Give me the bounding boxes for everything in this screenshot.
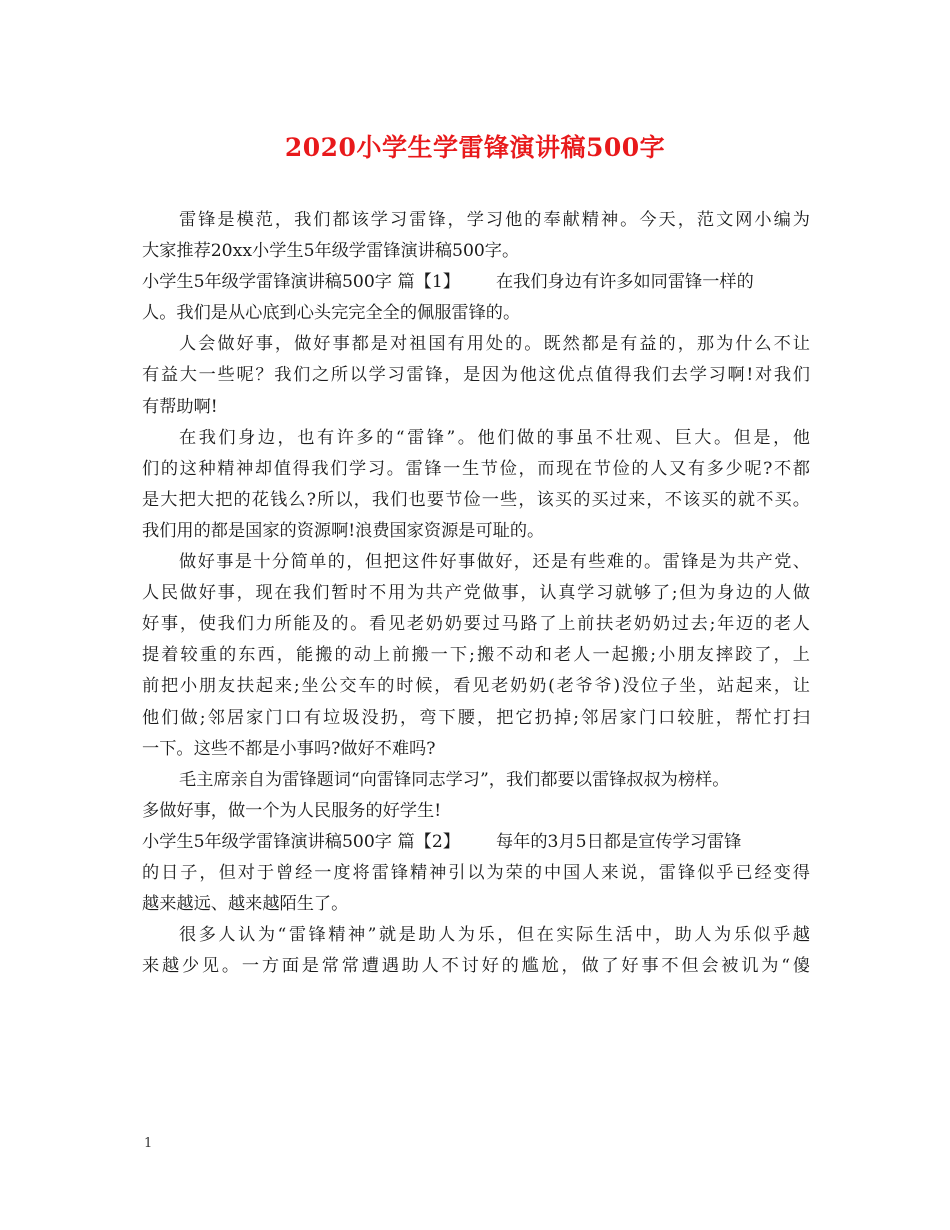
- text-line-content: 多做好事，做一个为人民服务的好学生!: [142, 800, 442, 821]
- text-line-content: 毛主席亲自为雷锋题词“向雷锋同志学习”，我们都要以雷锋叔叔为榜样。: [179, 769, 730, 790]
- text-line-content: 一下。这些不都是小事吗?做好不难吗?: [142, 738, 436, 759]
- text-line-content: 提着较重的东西，能搬的动上前搬一下;搬不动和老人一起搬;小朋友摔跤了，上: [142, 645, 810, 666]
- text-line-content: 在我们身边，也有许多的“雷锋”。他们做的事虽不壮观、巨大。但是，他: [179, 427, 810, 448]
- text-line-content: 小学生5年级学雷锋演讲稿500字 篇【2】: [142, 831, 460, 852]
- text-line: [142, 267, 810, 298]
- text-line: [142, 578, 810, 609]
- text-line: [142, 298, 810, 329]
- text-line: [142, 640, 810, 671]
- text-line-content: 做好事是十分简单的，但把这件好事做好，还是有些难的。雷锋是为共产党、: [179, 552, 810, 573]
- text-line-tail: 在我们身边有许多如同雷锋一样的: [495, 272, 754, 293]
- text-line-content: 我们用的都是国家的资源啊!浪费国家资源是可耻的。: [142, 520, 545, 541]
- text-line: [142, 485, 810, 516]
- text-line: [142, 765, 810, 796]
- text-line-content: 人民做好事，现在我们暂时不用为共产党做事，认真学习就够了;但为身边的人做: [142, 583, 810, 604]
- text-line: [142, 703, 810, 734]
- text-line-content: 人会做好事，做好事都是对祖国有用处的。既然都是有益的，那为什么不让: [179, 334, 810, 355]
- text-line-content: 他们做;邻居家门口有垃圾没扔，弯下腰，把它扔掉;邻居家门口较脏，帮忙打扫: [142, 707, 810, 728]
- text-line: [142, 236, 810, 267]
- text-line-content: 是大把大把的花钱么?所以，我们也要节俭一些，该买的买过来，不该买的就不买。: [142, 489, 810, 510]
- text-line: [142, 796, 810, 827]
- text-line: [142, 329, 810, 360]
- page-number: 1: [144, 1136, 153, 1151]
- text-line: [142, 547, 810, 578]
- text-line-content: 人。我们是从心底到心头完完全全的佩服雷锋的。: [142, 303, 521, 324]
- text-line-content: 的日子，但对于曾经一度将雷锋精神引以为荣的中国人来说，雷锋似乎已经变得: [142, 862, 810, 883]
- text-line-tail: 每年的3月5日都是宣传学习雷锋: [495, 831, 742, 852]
- text-line: [142, 827, 810, 858]
- text-line-content: 小学生5年级学雷锋演讲稿500字 篇【1】: [142, 272, 460, 293]
- text-line-content: 有帮助啊!: [142, 396, 218, 417]
- text-line: [142, 423, 810, 454]
- text-line: [142, 671, 810, 702]
- text-line-content: 好事，使我们力所能及的。看见老奶奶要过马路了上前扶老奶奶过去;年迈的老人: [142, 614, 810, 635]
- text-line-content: 们的这种精神却值得我们学习。雷锋一生节俭，而现在节俭的人又有多少呢?不都: [142, 458, 810, 479]
- text-line: [142, 360, 810, 391]
- text-line-content: 大家推荐20xx小学生5年级学雷锋演讲稿500字。: [142, 241, 520, 262]
- text-line-content: 来越少见。一方面是常常遭遇助人不讨好的尴尬，做了好事不但会被讥为“傻: [142, 956, 810, 977]
- text-line: [142, 205, 810, 236]
- text-line: [142, 951, 810, 982]
- text-line: [142, 889, 810, 920]
- text-line-content: 越来越远、越来越陌生了。: [142, 894, 349, 915]
- text-line-content: 很多人认为“雷锋精神”就是助人为乐，但在实际生活中，助人为乐似乎越: [179, 925, 810, 946]
- text-line: [142, 734, 810, 765]
- document-body: [142, 205, 810, 982]
- text-line: [142, 392, 810, 423]
- text-line: [142, 454, 810, 485]
- text-line-content: 前把小朋友扶起来;坐公交车的时候，看见老奶奶(老爷爷)没位子坐，站起来，让: [142, 676, 810, 697]
- text-line-content: 雷锋是模范，我们都该学习雷锋，学习他的奉献精神。今天，范文网小编为: [179, 210, 810, 230]
- text-line: [142, 516, 810, 547]
- text-line: [142, 920, 810, 951]
- document-title: 2020小学生学雷锋演讲稿500字: [284, 133, 666, 162]
- text-line-content: 有益大一些呢？我们之所以学习雷锋，是因为他这优点值得我们去学习啊!对我们: [142, 365, 810, 386]
- text-line: [142, 858, 810, 889]
- text-line: [142, 609, 810, 640]
